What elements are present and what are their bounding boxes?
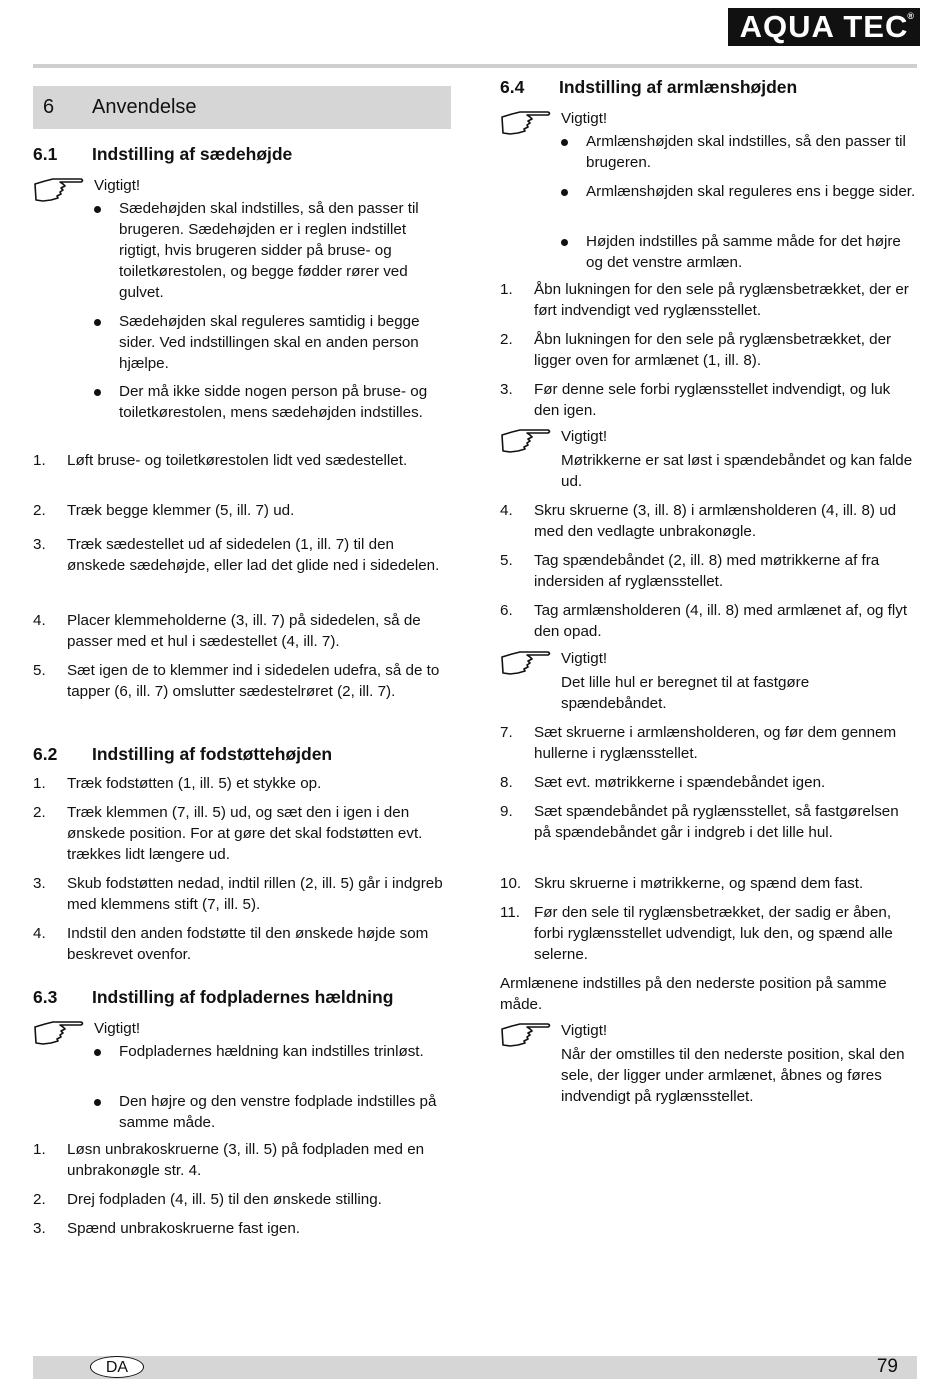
section-number: 6.4 <box>500 77 525 97</box>
step-item: 3. Skub fodstøtten nedad, indtil rillen (2, ill. 5) går i indgreb med klemmens stift (7, ill. 5). <box>33 875 443 913</box>
note-text: Det lille hul er beregnet til at fastgøre spændebåndet. <box>561 674 810 712</box>
section-title: Indstilling af sædehøjde <box>92 144 293 164</box>
step-item: 6. Tag armlænsholderen (4, ill. 8) med armlænet af, og flyt den opad. <box>500 602 908 640</box>
section-6-1-heading <box>33 144 292 165</box>
bullet-item: Fodpladernes hældning kan indstilles trinløst. <box>94 1041 451 1062</box>
section-title: Indstilling af fodpladernes hældning <box>92 987 394 1007</box>
step-item: 4. Indstil den anden fodstøtte til den ønskede højde som beskrevet ovenfor. <box>33 925 429 963</box>
note-title: Vigtigt! <box>561 428 608 445</box>
step-item: 5. Sæt igen de to klemmer ind i sidedelen udefra, så de to tapper (6, ill. 7) omslutter sædestelrøret (2, ill. 7). <box>33 662 440 700</box>
step-item: 7. Sæt skruerne i armlænsholderen, og før dem gennem hullerne i ryglænsstellet. <box>500 724 897 762</box>
pointing-hand-icon <box>33 175 85 205</box>
registered-mark: ® <box>907 11 915 21</box>
section-6-3-heading <box>33 987 393 1008</box>
pointing-hand-icon <box>500 426 552 456</box>
bullet-item: Armlænshøjden skal indstilles, så den passer til brugeren. <box>561 131 918 173</box>
paragraph: Armlænene indstilles på den nederste position på samme måde. <box>500 975 887 1013</box>
language-badge: DA <box>90 1356 144 1378</box>
step-item: 10. Skru skruerne i møtrikkerne, og spænd dem fast. <box>500 875 864 892</box>
header-rule <box>33 64 917 68</box>
note-title: Vigtigt! <box>561 110 608 127</box>
note-text: Når der omstilles til den nederste position, skal den sele, der ligger under armlænet, åbnes og føres indvendigt på ryglænsstellet. <box>561 1046 905 1105</box>
section-title: Indstilling af armlænshøjden <box>559 77 798 97</box>
step-item: 2. Åbn lukningen for den sele på ryglænsbetrækket, der ligger oven for armlænet (1, ill. 8). <box>500 331 892 369</box>
step-item: 1. Løsn unbrakoskruerne (3, ill. 5) på fodpladen med en unbrakonøgle str. 4. <box>33 1141 425 1179</box>
step-item: 2. Træk begge klemmer (5, ill. 7) ud. <box>33 502 295 519</box>
section-number: 6.2 <box>33 744 58 764</box>
pointing-hand-icon <box>500 108 552 138</box>
footer-bar <box>33 1356 917 1379</box>
pointing-hand-icon <box>500 648 552 678</box>
step-item: 2. Træk klemmen (7, ill. 5) ud, og sæt den i igen i den ønskede position. For at gøre det skal fodstøtten evt. trækkes lidt længere ud. <box>33 804 423 863</box>
step-item: 9. Sæt spændebåndet på ryglænsstellet, så fastgørelsen på spændebåndet går i indgreb i det lille hul. <box>500 803 899 841</box>
note-text: Møtrikkerne er sat løst i spændebåndet og kan falde ud. <box>561 452 913 490</box>
step-item: 8. Sæt evt. møtrikkerne i spændebåndet igen. <box>500 774 826 791</box>
step-item: 3. Spænd unbrakoskruerne fast igen. <box>33 1220 301 1237</box>
note-title: Vigtigt! <box>561 1022 608 1039</box>
step-item: 3. Før denne sele forbi ryglænsstellet indvendigt, og luk den igen. <box>500 381 891 419</box>
note-title: Vigtigt! <box>94 1020 141 1037</box>
step-item: 5. Tag spændebåndet (2, ill. 8) med møtrikkerne af fra indersiden af ryglænsstellet. <box>500 552 880 590</box>
bullet-item: Sædehøjden skal reguleres samtidig i begge sider. Ved indstillingen skal en anden person hjælpe. <box>94 311 451 374</box>
note-title: Vigtigt! <box>94 177 141 194</box>
bullet-item: Sædehøjden skal indstilles, så den passer til brugeren. Sædehøjden er i reglen indstillet rigtigt, hvis brugeren sidder på bruse- og toiletkørestolen, og begge fødder rører ved gulvet. <box>94 198 451 303</box>
brand-logo <box>728 8 920 46</box>
step-item: 2. Drej fodpladen (4, ill. 5) til den ønskede stilling. <box>33 1191 382 1208</box>
section-number: 6.1 <box>33 144 58 164</box>
section-6-2-heading <box>33 744 332 765</box>
step-item: 1. Træk fodstøtten (1, ill. 5) et stykke op. <box>33 775 322 792</box>
section-title: Indstilling af fodstøttehøjden <box>92 744 333 764</box>
brand-name: AQUA TEC <box>739 9 909 44</box>
chapter-number: 6 <box>43 96 55 118</box>
bullet-item: Armlænshøjden skal reguleres ens i begge sider. <box>561 181 918 202</box>
chapter-heading <box>33 86 451 129</box>
bullet-item: Der må ikke sidde nogen person på bruse- og toiletkørestolen, mens sædehøjden indstilles. <box>94 381 451 423</box>
chapter-title: Anvendelse <box>92 96 197 118</box>
step-item: 1. Løft bruse- og toiletkørestolen lidt ved sædestellet. <box>33 452 408 469</box>
step-item: 4. Skru skruerne (3, ill. 8) i armlænsholderen (4, ill. 8) ud med den vedlagte unbrakonøgle. <box>500 502 897 540</box>
page-number: 79 <box>876 1356 898 1377</box>
note-title: Vigtigt! <box>561 650 608 667</box>
pointing-hand-icon <box>33 1018 85 1048</box>
section-6-4-heading <box>500 77 797 98</box>
section-number: 6.3 <box>33 987 58 1007</box>
step-item: 3. Træk sædestellet ud af sidedelen (1, ill. 7) til den ønskede sædehøjde, eller lad det glide ned i sidedelen. <box>33 536 440 574</box>
step-item: 11. Før den sele til ryglænsbetrækket, der sadig er åben, forbi ryglænsstellet udvendigt, luk den, og spænd alle selerne. <box>500 904 893 963</box>
step-item: 4. Placer klemmeholderne (3, ill. 7) på sidedelen, så de passer med et hul i sædestellet (4, ill. 7). <box>33 612 421 650</box>
pointing-hand-icon <box>500 1020 552 1050</box>
bullet-item: Højden indstilles på samme måde for det højre og det venstre armlæn. <box>561 231 918 273</box>
step-item: 1. Åbn lukningen for den sele på ryglænsbetrækket, der er ført indvendigt ved ryglænsstellet. <box>500 281 909 319</box>
bullet-item: Den højre og den venstre fodplade indstilles på samme måde. <box>94 1091 451 1133</box>
